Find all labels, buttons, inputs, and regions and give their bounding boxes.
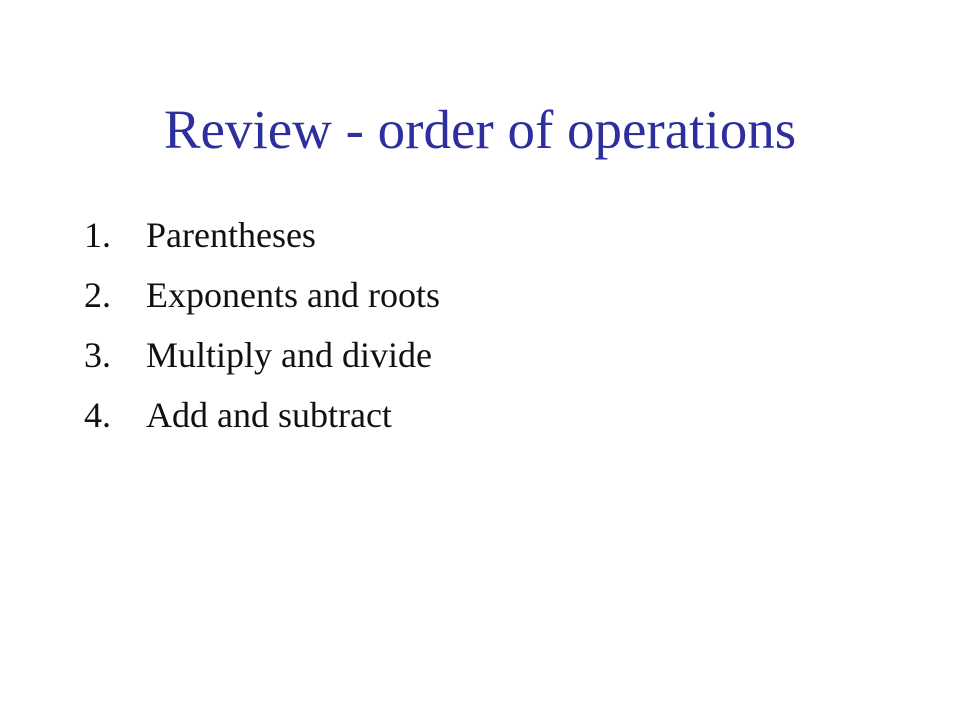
list-item [84, 394, 440, 454]
list-item-number: 2. [84, 275, 111, 315]
numbered-list [84, 214, 440, 454]
list-item [84, 334, 440, 394]
list-item-text: Exponents and roots [146, 275, 440, 315]
list-item [84, 214, 440, 274]
list-item [84, 274, 440, 334]
slide-title: Review - order of operations [163, 99, 797, 160]
list-item-number: 3. [84, 335, 111, 375]
list-item-number: 1. [84, 215, 111, 255]
list-item-number: 4. [84, 395, 111, 435]
list-item-text: Multiply and divide [146, 335, 432, 375]
list-item-text: Parentheses [146, 215, 316, 255]
list-item-text: Add and subtract [146, 395, 392, 435]
